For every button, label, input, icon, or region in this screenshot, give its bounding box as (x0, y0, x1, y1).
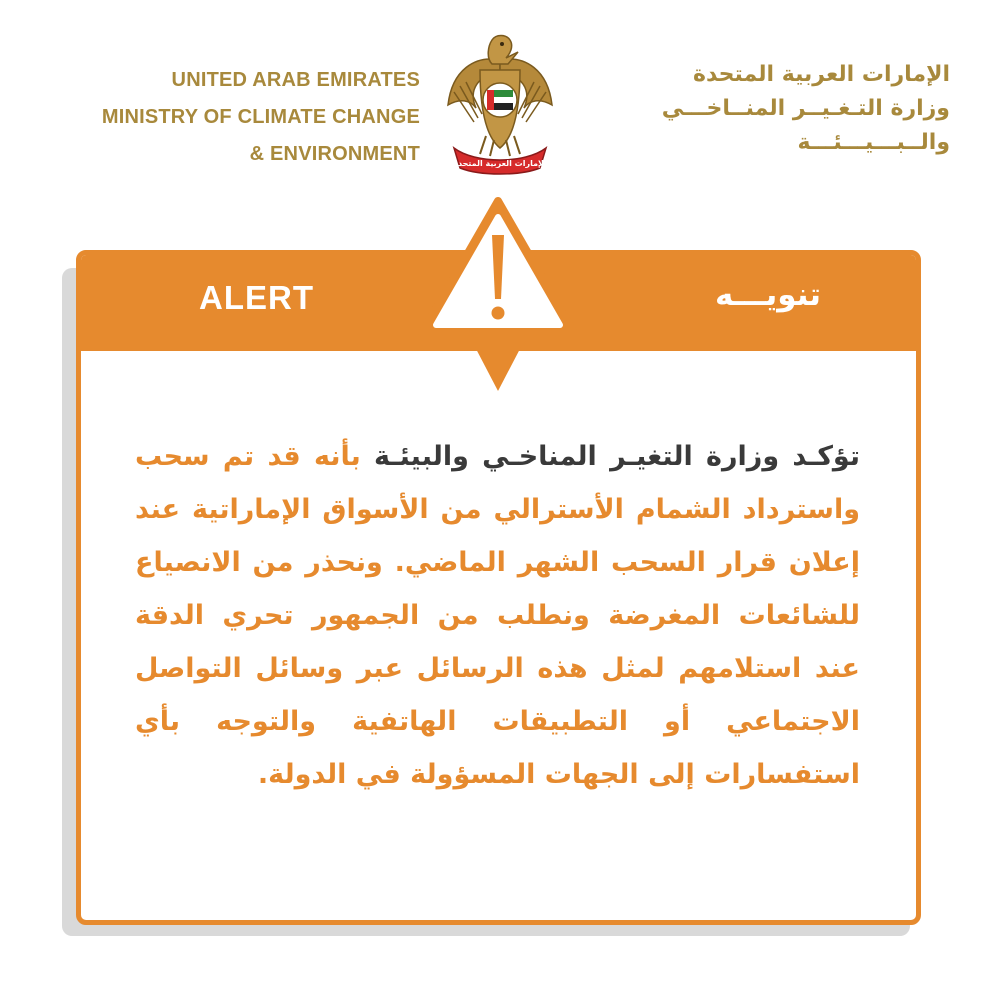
header-arabic-name (575, 58, 950, 160)
header-arabic-line: والــبـــيـــئـــة (797, 130, 950, 155)
alert-message-body: بأنه قد تم سحب واسترداد الشمام الأسترالي من الأسواق الإماراتية عند إعلان قرار السحب الشهر الماضي. ونحذر من الانصياع للشائعات المغرضة ونطلب من الجمهور تحري الدقة عند استلامهم لمثل هذه الرسائل عبر وسائل التواصل الاجتماعي أو التطبيقات الهاتفية والتوجه بأي استفسارات إلى الجهات المسؤولة في الدولة. (135, 441, 860, 790)
alert-label-arabic: تنويـــه (715, 277, 821, 313)
header-english-name (40, 62, 420, 173)
header-arabic-line: الإمارات العربية المتحدة (692, 62, 950, 87)
emblem-ribbon-text: الإمارات العربية المتحدة (453, 159, 547, 168)
header-english-line: MINISTRY OF CLIMATE CHANGE (101, 106, 420, 128)
header-english-line: & ENVIRONMENT (249, 143, 420, 165)
alert-message-lead: تؤكـد وزارة التغيـر المناخـي والبيئـة (374, 441, 860, 472)
uae-falcon-emblem-icon (440, 30, 560, 175)
header-english-line: UNITED ARAB EMIRATES (171, 69, 420, 91)
header-arabic-line: وزارة التـغـيــر المنــاخـــي (661, 96, 950, 121)
warning-triangle-icon (418, 195, 578, 395)
alert-message (135, 430, 860, 801)
alert-label-english: ALERT (199, 279, 314, 316)
